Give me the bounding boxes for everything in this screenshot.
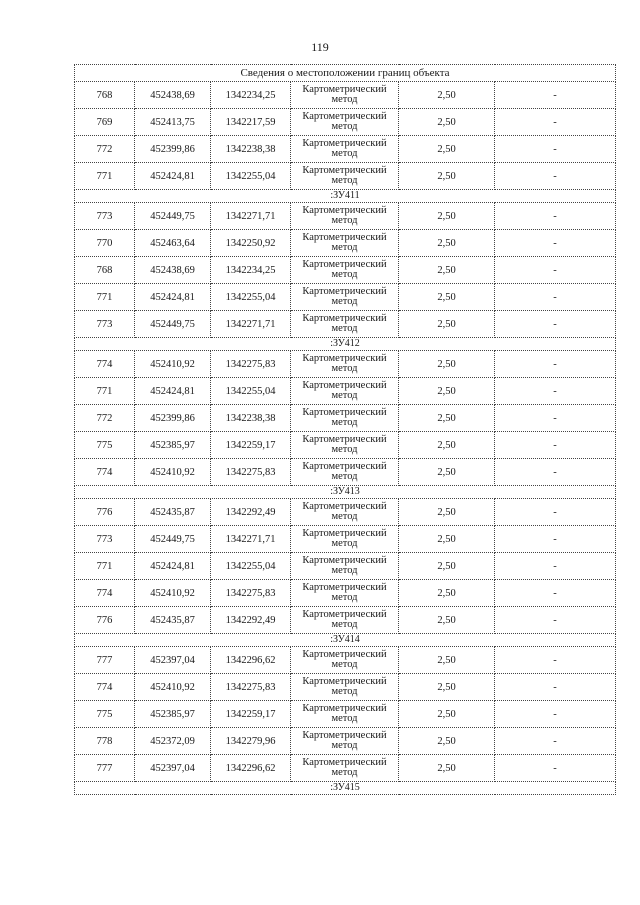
note-cell: - <box>495 230 616 257</box>
accuracy-cell: 2,50 <box>399 728 495 755</box>
method-line-1: Картометрический <box>302 757 387 768</box>
method-line-1: Картометрический <box>302 313 387 324</box>
note-cell: - <box>495 351 616 378</box>
table-title: Сведения о местоположении границ объекта <box>75 65 616 82</box>
method-cell <box>291 647 399 674</box>
x-coordinate-cell: 452413,75 <box>135 109 211 136</box>
section-header-row <box>75 634 616 647</box>
y-coordinate-cell: 1342255,04 <box>211 378 291 405</box>
point-number-cell: 768 <box>75 257 135 284</box>
y-coordinate-cell: 1342275,83 <box>211 580 291 607</box>
y-coordinate-cell: 1342296,62 <box>211 755 291 782</box>
table-row <box>75 432 616 459</box>
method-line-2: метод <box>331 592 358 603</box>
boundary-coordinates-table <box>74 64 616 795</box>
note-cell: - <box>495 432 616 459</box>
note-cell: - <box>495 499 616 526</box>
x-coordinate-cell: 452449,75 <box>135 526 211 553</box>
x-coordinate-cell: 452438,69 <box>135 257 211 284</box>
method-line-1: Картометрический <box>302 555 387 566</box>
point-number-cell: 771 <box>75 378 135 405</box>
x-coordinate-cell: 452397,04 <box>135 755 211 782</box>
point-number-cell: 778 <box>75 728 135 755</box>
accuracy-cell: 2,50 <box>399 580 495 607</box>
section-label: :ЗУ411 <box>75 190 616 203</box>
accuracy-cell: 2,50 <box>399 163 495 190</box>
section-label: :ЗУ414 <box>75 634 616 647</box>
method-cell <box>291 553 399 580</box>
method-cell <box>291 378 399 405</box>
x-coordinate-cell: 452399,86 <box>135 136 211 163</box>
table-row <box>75 82 616 109</box>
method-cell <box>291 230 399 257</box>
y-coordinate-cell: 1342275,83 <box>211 351 291 378</box>
point-number-cell: 776 <box>75 499 135 526</box>
x-coordinate-cell: 452463,64 <box>135 230 211 257</box>
table-row <box>75 701 616 728</box>
method-line-2: метод <box>331 175 358 186</box>
table-row <box>75 607 616 634</box>
section-label: :ЗУ413 <box>75 486 616 499</box>
point-number-cell: 769 <box>75 109 135 136</box>
y-coordinate-cell: 1342292,49 <box>211 499 291 526</box>
method-cell <box>291 459 399 486</box>
table-row <box>75 230 616 257</box>
x-coordinate-cell: 452449,75 <box>135 203 211 230</box>
table-row <box>75 136 616 163</box>
accuracy-cell: 2,50 <box>399 230 495 257</box>
method-cell <box>291 607 399 634</box>
method-cell <box>291 405 399 432</box>
point-number-cell: 771 <box>75 284 135 311</box>
method-line-2: метод <box>331 242 358 253</box>
accuracy-cell: 2,50 <box>399 284 495 311</box>
accuracy-cell: 2,50 <box>399 607 495 634</box>
method-cell <box>291 136 399 163</box>
method-cell <box>291 351 399 378</box>
method-line-2: метод <box>331 471 358 482</box>
method-line-2: метод <box>331 444 358 455</box>
note-cell: - <box>495 553 616 580</box>
method-line-2: метод <box>331 390 358 401</box>
point-number-cell: 773 <box>75 526 135 553</box>
table-row <box>75 257 616 284</box>
point-number-cell: 773 <box>75 311 135 338</box>
method-line-2: метод <box>331 659 358 670</box>
y-coordinate-cell: 1342250,92 <box>211 230 291 257</box>
note-cell: - <box>495 526 616 553</box>
table-row <box>75 351 616 378</box>
accuracy-cell: 2,50 <box>399 432 495 459</box>
accuracy-cell: 2,50 <box>399 311 495 338</box>
accuracy-cell: 2,50 <box>399 459 495 486</box>
method-cell <box>291 203 399 230</box>
note-cell: - <box>495 378 616 405</box>
note-cell: - <box>495 701 616 728</box>
table-row <box>75 405 616 432</box>
note-cell: - <box>495 607 616 634</box>
method-cell <box>291 728 399 755</box>
method-line-1: Картометрический <box>302 205 387 216</box>
table-row <box>75 580 616 607</box>
method-cell <box>291 284 399 311</box>
method-line-1: Картометрический <box>302 259 387 270</box>
method-line-2: метод <box>331 296 358 307</box>
x-coordinate-cell: 452424,81 <box>135 553 211 580</box>
section-label: :ЗУ412 <box>75 338 616 351</box>
point-number-cell: 773 <box>75 203 135 230</box>
point-number-cell: 776 <box>75 607 135 634</box>
table-row <box>75 163 616 190</box>
x-coordinate-cell: 452385,97 <box>135 432 211 459</box>
note-cell: - <box>495 755 616 782</box>
table-row <box>75 755 616 782</box>
table-row <box>75 109 616 136</box>
point-number-cell: 770 <box>75 230 135 257</box>
method-cell <box>291 432 399 459</box>
note-cell: - <box>495 284 616 311</box>
y-coordinate-cell: 1342292,49 <box>211 607 291 634</box>
y-coordinate-cell: 1342296,62 <box>211 647 291 674</box>
note-cell: - <box>495 257 616 284</box>
table-row <box>75 647 616 674</box>
note-cell: - <box>495 674 616 701</box>
accuracy-cell: 2,50 <box>399 755 495 782</box>
method-line-1: Картометрический <box>302 138 387 149</box>
table-row <box>75 499 616 526</box>
method-line-1: Картометрический <box>302 353 387 364</box>
y-coordinate-cell: 1342255,04 <box>211 163 291 190</box>
point-number-cell: 774 <box>75 674 135 701</box>
method-line-1: Картометрический <box>302 609 387 620</box>
method-line-2: метод <box>331 269 358 280</box>
method-cell <box>291 526 399 553</box>
method-line-1: Картометрический <box>302 407 387 418</box>
method-line-1: Картометрический <box>302 165 387 176</box>
method-cell <box>291 163 399 190</box>
table-row <box>75 311 616 338</box>
table-row <box>75 553 616 580</box>
x-coordinate-cell: 452410,92 <box>135 459 211 486</box>
x-coordinate-cell: 452435,87 <box>135 499 211 526</box>
method-cell <box>291 257 399 284</box>
note-cell: - <box>495 728 616 755</box>
accuracy-cell: 2,50 <box>399 405 495 432</box>
y-coordinate-cell: 1342259,17 <box>211 432 291 459</box>
accuracy-cell: 2,50 <box>399 701 495 728</box>
point-number-cell: 772 <box>75 136 135 163</box>
note-cell: - <box>495 405 616 432</box>
method-line-1: Картометрический <box>302 111 387 122</box>
method-cell <box>291 311 399 338</box>
accuracy-cell: 2,50 <box>399 499 495 526</box>
x-coordinate-cell: 452438,69 <box>135 82 211 109</box>
note-cell: - <box>495 82 616 109</box>
section-header-row <box>75 486 616 499</box>
method-cell <box>291 580 399 607</box>
method-line-1: Картометрический <box>302 649 387 660</box>
method-line-1: Картометрический <box>302 528 387 539</box>
table-title-row <box>75 65 616 82</box>
method-line-1: Картометрический <box>302 676 387 687</box>
accuracy-cell: 2,50 <box>399 109 495 136</box>
method-line-2: метод <box>331 767 358 778</box>
method-line-2: метод <box>331 538 358 549</box>
table-row <box>75 378 616 405</box>
x-coordinate-cell: 452424,81 <box>135 284 211 311</box>
note-cell: - <box>495 311 616 338</box>
method-line-2: метод <box>331 363 358 374</box>
method-line-2: метод <box>331 417 358 428</box>
method-line-1: Картометрический <box>302 582 387 593</box>
point-number-cell: 777 <box>75 755 135 782</box>
accuracy-cell: 2,50 <box>399 351 495 378</box>
method-cell <box>291 674 399 701</box>
method-cell <box>291 499 399 526</box>
section-header-row <box>75 338 616 351</box>
method-line-2: метод <box>331 121 358 132</box>
table-row <box>75 526 616 553</box>
method-line-2: метод <box>331 619 358 630</box>
table-row <box>75 728 616 755</box>
method-line-1: Картометрический <box>302 730 387 741</box>
point-number-cell: 775 <box>75 701 135 728</box>
note-cell: - <box>495 109 616 136</box>
section-header-row <box>75 190 616 203</box>
point-number-cell: 774 <box>75 351 135 378</box>
y-coordinate-cell: 1342259,17 <box>211 701 291 728</box>
method-line-1: Картометрический <box>302 232 387 243</box>
method-cell <box>291 755 399 782</box>
point-number-cell: 771 <box>75 163 135 190</box>
accuracy-cell: 2,50 <box>399 257 495 284</box>
y-coordinate-cell: 1342275,83 <box>211 459 291 486</box>
table-row <box>75 284 616 311</box>
section-header-row <box>75 782 616 795</box>
x-coordinate-cell: 452435,87 <box>135 607 211 634</box>
table-row <box>75 674 616 701</box>
y-coordinate-cell: 1342271,71 <box>211 526 291 553</box>
x-coordinate-cell: 452424,81 <box>135 378 211 405</box>
method-line-1: Картометрический <box>302 434 387 445</box>
table-body <box>75 65 616 795</box>
method-line-2: метод <box>331 713 358 724</box>
accuracy-cell: 2,50 <box>399 82 495 109</box>
accuracy-cell: 2,50 <box>399 647 495 674</box>
accuracy-cell: 2,50 <box>399 378 495 405</box>
method-line-1: Картометрический <box>302 380 387 391</box>
point-number-cell: 772 <box>75 405 135 432</box>
method-line-1: Картометрический <box>302 703 387 714</box>
method-line-2: метод <box>331 511 358 522</box>
method-line-2: метод <box>331 94 358 105</box>
y-coordinate-cell: 1342217,59 <box>211 109 291 136</box>
y-coordinate-cell: 1342271,71 <box>211 203 291 230</box>
note-cell: - <box>495 647 616 674</box>
method-line-1: Картометрический <box>302 501 387 512</box>
y-coordinate-cell: 1342255,04 <box>211 553 291 580</box>
method-line-1: Картометрический <box>302 461 387 472</box>
point-number-cell: 771 <box>75 553 135 580</box>
y-coordinate-cell: 1342234,25 <box>211 82 291 109</box>
accuracy-cell: 2,50 <box>399 203 495 230</box>
y-coordinate-cell: 1342255,04 <box>211 284 291 311</box>
x-coordinate-cell: 452424,81 <box>135 163 211 190</box>
method-line-1: Картометрический <box>302 286 387 297</box>
table-row <box>75 459 616 486</box>
point-number-cell: 774 <box>75 580 135 607</box>
accuracy-cell: 2,50 <box>399 136 495 163</box>
method-cell <box>291 82 399 109</box>
x-coordinate-cell: 452372,09 <box>135 728 211 755</box>
x-coordinate-cell: 452449,75 <box>135 311 211 338</box>
x-coordinate-cell: 452410,92 <box>135 674 211 701</box>
x-coordinate-cell: 452410,92 <box>135 351 211 378</box>
point-number-cell: 774 <box>75 459 135 486</box>
note-cell: - <box>495 163 616 190</box>
y-coordinate-cell: 1342275,83 <box>211 674 291 701</box>
method-cell <box>291 109 399 136</box>
accuracy-cell: 2,50 <box>399 553 495 580</box>
point-number-cell: 768 <box>75 82 135 109</box>
method-line-2: метод <box>331 686 358 697</box>
method-line-2: метод <box>331 148 358 159</box>
x-coordinate-cell: 452410,92 <box>135 580 211 607</box>
y-coordinate-cell: 1342238,38 <box>211 405 291 432</box>
y-coordinate-cell: 1342238,38 <box>211 136 291 163</box>
section-label: :ЗУ415 <box>75 782 616 795</box>
y-coordinate-cell: 1342271,71 <box>211 311 291 338</box>
x-coordinate-cell: 452397,04 <box>135 647 211 674</box>
x-coordinate-cell: 452385,97 <box>135 701 211 728</box>
note-cell: - <box>495 580 616 607</box>
note-cell: - <box>495 136 616 163</box>
accuracy-cell: 2,50 <box>399 526 495 553</box>
method-line-2: метод <box>331 323 358 334</box>
note-cell: - <box>495 203 616 230</box>
accuracy-cell: 2,50 <box>399 674 495 701</box>
method-cell <box>291 701 399 728</box>
note-cell: - <box>495 459 616 486</box>
method-line-1: Картометрический <box>302 84 387 95</box>
method-line-2: метод <box>331 215 358 226</box>
method-line-2: метод <box>331 565 358 576</box>
method-line-2: метод <box>331 740 358 751</box>
table-row <box>75 203 616 230</box>
y-coordinate-cell: 1342234,25 <box>211 257 291 284</box>
point-number-cell: 777 <box>75 647 135 674</box>
point-number-cell: 775 <box>75 432 135 459</box>
y-coordinate-cell: 1342279,96 <box>211 728 291 755</box>
x-coordinate-cell: 452399,86 <box>135 405 211 432</box>
page-number: 119 <box>311 40 329 54</box>
